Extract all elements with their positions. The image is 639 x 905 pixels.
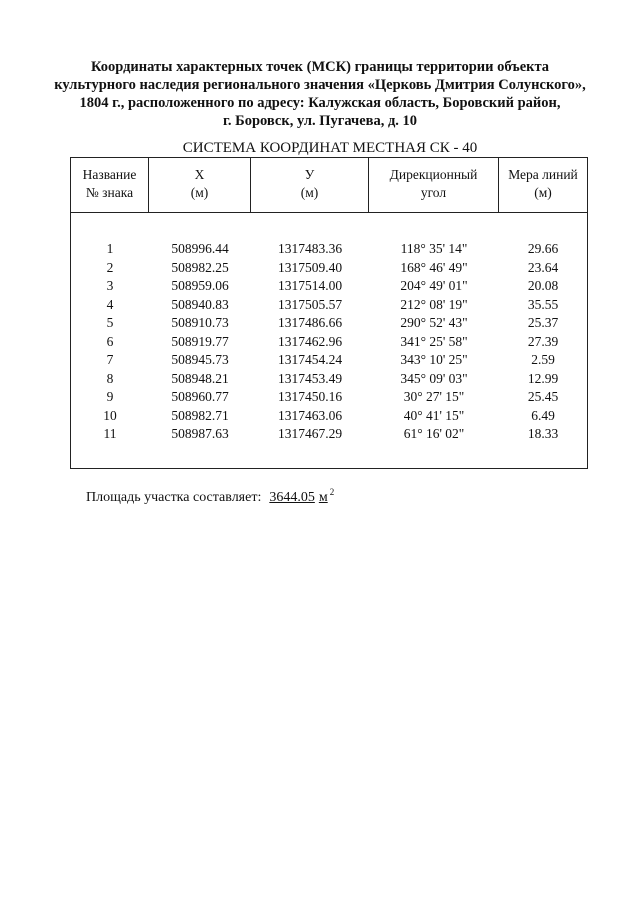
cell-x: 508987.63 <box>171 426 229 441</box>
table-row <box>71 351 587 370</box>
table-row <box>71 277 587 296</box>
cell-y: 1317454.24 <box>277 352 343 367</box>
cell-point-number: 9 <box>106 389 114 404</box>
area-unit-power: 2 <box>329 487 335 498</box>
cell-direction-angle: 343° 10' 25" <box>400 352 468 367</box>
cell-direction-angle: 204° 49' 01" <box>400 278 468 293</box>
area-statement <box>86 489 334 507</box>
cell-line-length: 18.33 <box>527 426 559 441</box>
table-row <box>71 240 587 259</box>
cell-x: 508910.73 <box>171 315 229 330</box>
area-value: 3644.05 <box>269 490 315 505</box>
cell-x: 508996.44 <box>171 241 229 256</box>
cell-x: 508948.21 <box>171 370 229 386</box>
cell-point-number: 11 <box>103 426 117 441</box>
header-direction-angle: Дирекционный угол <box>369 158 499 212</box>
header-point-number: Название № знака <box>71 158 149 212</box>
table-body <box>71 240 587 444</box>
cell-x: 508945.73 <box>171 352 229 367</box>
cell-x: 508982.25 <box>171 259 229 275</box>
cell-point-number: 3 <box>106 278 114 293</box>
table-row <box>71 333 587 352</box>
cell-direction-angle: 118° 35' 14" <box>400 241 468 256</box>
cell-x: 508982.71 <box>171 407 229 423</box>
cell-point-number: 1 <box>106 241 114 256</box>
cell-direction-angle: 290° 52' 43" <box>400 315 468 330</box>
title-line-2: культурного наследия регионального значения «Церковь Дмитрия Солунского», <box>54 77 586 93</box>
cell-line-length: 35.55 <box>527 296 559 312</box>
cell-direction-angle: 341° 25' 58" <box>400 333 468 349</box>
cell-point-number: 10 <box>103 407 117 423</box>
document-title <box>40 58 600 130</box>
cell-line-length: 12.99 <box>527 370 559 386</box>
cell-x: 508940.83 <box>171 296 229 312</box>
title-line-1: Координаты характерных точек (МСК) границы территории объекта <box>90 59 550 75</box>
cell-x: 508959.06 <box>171 278 229 293</box>
table-header <box>71 158 587 213</box>
table-row <box>71 425 587 444</box>
cell-point-number: 6 <box>106 333 114 349</box>
cell-y: 1317463.06 <box>277 407 343 423</box>
cell-point-number: 2 <box>106 259 114 275</box>
cell-line-length: 27.39 <box>527 333 559 349</box>
cell-x: 508919.77 <box>171 333 229 349</box>
cell-y: 1317514.00 <box>277 278 343 293</box>
cell-y: 1317467.29 <box>277 426 343 441</box>
cell-direction-angle: 40° 41' 15" <box>403 407 465 423</box>
table-row <box>71 388 587 407</box>
cell-y: 1317483.36 <box>277 241 343 256</box>
cell-direction-angle: 168° 46' 49" <box>400 259 468 275</box>
header-y: У (м) <box>251 158 369 212</box>
table-row <box>71 314 587 333</box>
cell-point-number: 8 <box>106 370 114 386</box>
cell-y: 1317509.40 <box>277 259 343 275</box>
area-label: Площадь участка составляет: <box>86 490 262 505</box>
coordinates-table <box>70 157 588 469</box>
cell-direction-angle: 345° 09' 03" <box>400 370 468 386</box>
table-row <box>71 370 587 389</box>
cell-y: 1317505.57 <box>277 296 343 312</box>
cell-y: 1317486.66 <box>277 315 343 330</box>
cell-line-length: 23.64 <box>527 259 559 275</box>
cell-x: 508960.77 <box>171 389 229 404</box>
cell-line-length: 25.45 <box>527 389 559 404</box>
cell-y: 1317450.16 <box>277 389 343 404</box>
table-row <box>71 296 587 315</box>
coordinate-system-caption: СИСТЕМА КООРДИНАТ МЕСТНАЯ СК - 40 <box>182 140 478 156</box>
cell-y: 1317462.96 <box>277 333 343 349</box>
title-line-4: г. Боровск, ул. Пугачева, д. 10 <box>222 113 418 129</box>
cell-line-length: 6.49 <box>531 407 555 423</box>
cell-point-number: 5 <box>106 315 114 330</box>
cell-line-length: 2.59 <box>531 352 555 367</box>
cell-line-length: 25.37 <box>527 315 559 330</box>
area-unit: м <box>318 490 328 505</box>
header-line-length: Мера линий (м) <box>508 167 578 200</box>
table-row <box>71 259 587 278</box>
title-line-3: 1804 г., расположенного по адресу: Калужская область, Боровский район, <box>79 95 561 111</box>
cell-line-length: 29.66 <box>527 241 559 256</box>
cell-direction-angle: 61° 16' 02" <box>403 426 465 441</box>
cell-direction-angle: 212° 08' 19" <box>400 296 468 312</box>
header-x: Х (м) <box>149 158 251 212</box>
cell-direction-angle: 30° 27' 15" <box>403 389 465 404</box>
cell-point-number: 4 <box>106 296 114 312</box>
cell-line-length: 20.08 <box>527 278 559 293</box>
cell-y: 1317453.49 <box>277 370 343 386</box>
cell-point-number: 7 <box>106 352 114 367</box>
table-row <box>71 407 587 426</box>
